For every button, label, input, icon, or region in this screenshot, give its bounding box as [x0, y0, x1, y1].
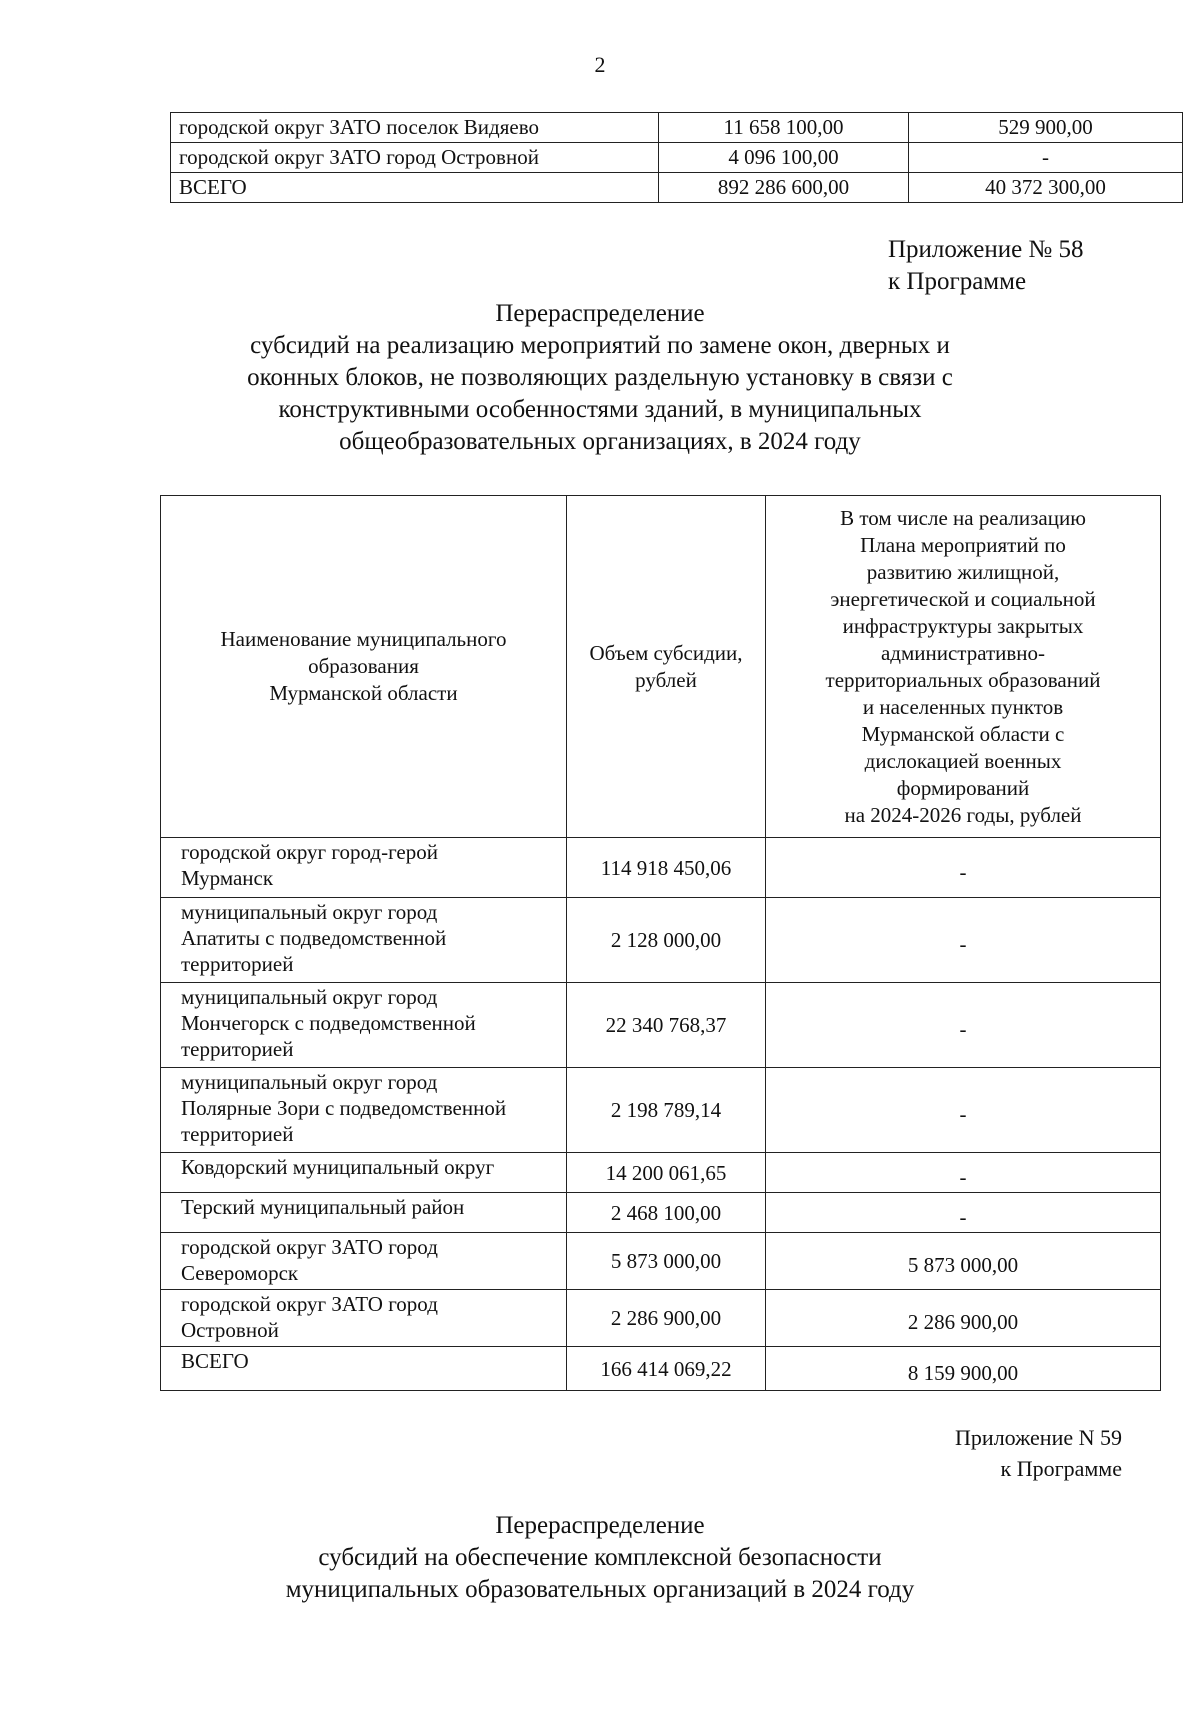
subsidy-amount: 22 340 768,37 [567, 983, 766, 1068]
name-line: Островной [181, 1318, 279, 1342]
heading-subtitle-line: оконных блоков, не позволяющих раздельную установку в связи с [247, 364, 953, 391]
header-line: Наименование муниципального [220, 627, 507, 651]
municipality-name [161, 1233, 567, 1290]
header-line: Плана мероприятий по [860, 532, 1066, 557]
municipality-name [161, 983, 567, 1068]
name-line: муниципальный округ город [181, 900, 438, 924]
appendix-59-number: Приложение N 59 [955, 1425, 1122, 1450]
total-subsidy-amount: 166 414 069,22 [567, 1347, 766, 1391]
plan-amount [766, 838, 1161, 898]
subsidy-amount: 4 096 100,00 [659, 143, 909, 173]
subsidy-amount: 2 128 000,00 [567, 898, 766, 983]
plan-value: 2 286 900,00 [907, 1310, 1019, 1334]
header-line: дислокацией военных [864, 748, 1062, 773]
name-line: Североморск [181, 1261, 299, 1285]
header-line: энергетической и социальной [830, 586, 1096, 611]
header-line: территориальных образований [825, 667, 1101, 692]
name-line: муниципальный округ город [181, 1070, 438, 1094]
name-line: Мончегорск с подведомственной [181, 1011, 476, 1035]
header-line: образования [308, 654, 419, 678]
plan-value: 5 873 000,00 [907, 1253, 1019, 1277]
subsidy-table [160, 495, 1161, 1391]
plan-amount [766, 1153, 1161, 1193]
municipality-name: городской округ ЗАТО город Островной [171, 143, 659, 173]
name-line: городской округ город-герой [181, 840, 438, 864]
header-line: Мурманской области [269, 681, 458, 705]
plan-amount [766, 1233, 1161, 1290]
name-line: Апатиты с подведомственной [181, 926, 447, 950]
plan-amount: 529 900,00 [909, 113, 1183, 143]
plan-amount [766, 1193, 1161, 1233]
plan-value: - [959, 859, 967, 884]
plan-value: - [959, 1017, 967, 1041]
name-line: городской округ ЗАТО город [181, 1292, 438, 1316]
municipality-name [161, 1068, 567, 1153]
header-municipality [161, 496, 567, 838]
table-total-row [171, 173, 1183, 203]
plan-value: 8 159 900,00 [907, 1360, 1019, 1385]
table-row [161, 1193, 1161, 1233]
heading-subtitle-line: общеобразовательных организациях, в 2024 году [339, 428, 861, 455]
heading-title: Перераспределение [495, 300, 705, 327]
heading-subtitle-line: субсидий на обеспечение комплексной безопасности [318, 1544, 882, 1571]
plan-value: - [959, 1102, 967, 1126]
header-line: на 2024-2026 годы, рублей [844, 802, 1082, 827]
table-row [161, 898, 1161, 983]
plan-amount: - [909, 143, 1183, 173]
header-line: Объем субсидии, [589, 640, 743, 665]
table-row [161, 838, 1161, 898]
header-line: и населенных пунктов [862, 694, 1064, 719]
subsidy-amount: 11 658 100,00 [659, 113, 909, 143]
total-label: ВСЕГО [171, 173, 659, 203]
header-line: административно- [880, 640, 1046, 665]
table-row [171, 143, 1183, 173]
plan-value: - [959, 1204, 967, 1229]
plan-value: - [959, 1164, 967, 1189]
plan-amount [766, 1290, 1161, 1347]
page-number: 2 [594, 52, 606, 77]
municipality-name [161, 898, 567, 983]
name-line: территорией [181, 952, 294, 976]
table-row [161, 983, 1161, 1068]
total-label [161, 1347, 567, 1391]
header-line: развитию жилищной, [866, 559, 1060, 584]
plan-amount [766, 1068, 1161, 1153]
appendix-59-heading [0, 1510, 1200, 1606]
heading-subtitle-line: конструктивными особенностями зданий, в муниципальных [278, 396, 922, 423]
appendix-59-label [955, 1422, 1122, 1484]
heading-subtitle-line: субсидий на реализацию мероприятий по замене окон, дверных и [250, 332, 950, 359]
total-plan-amount [766, 1347, 1161, 1391]
total-plan-amount: 40 372 300,00 [909, 173, 1183, 203]
appendix-59-program-label: к Программе [1000, 1456, 1122, 1481]
name-line: территорией [181, 1037, 294, 1061]
appendix-58-label: Приложение № 58 [888, 236, 1084, 263]
name-line: городской округ ЗАТО город [181, 1235, 438, 1259]
name-line: Ковдорский муниципальный округ [181, 1155, 495, 1179]
name-line: Полярные Зори с подведомственной [181, 1096, 507, 1120]
table-row [161, 1068, 1161, 1153]
appendix-58-heading [0, 298, 1200, 458]
total-subsidy-amount: 892 286 600,00 [659, 173, 909, 203]
subsidy-amount: 114 918 450,06 [567, 838, 766, 898]
header-line: рублей [635, 667, 697, 692]
municipality-name [161, 1193, 567, 1233]
name-line: Мурманск [181, 866, 274, 890]
table-row [161, 1290, 1161, 1347]
subsidy-amount: 5 873 000,00 [567, 1233, 766, 1290]
header-plan-share [766, 496, 1161, 838]
table-total-row [161, 1347, 1161, 1391]
municipality-name [161, 1153, 567, 1193]
subsidy-amount: 2 468 100,00 [567, 1193, 766, 1233]
continuation-table [170, 112, 1183, 203]
appendix-58-program-label: к Программе [888, 268, 1027, 295]
subsidy-amount: 2 198 789,14 [567, 1068, 766, 1153]
name-line: Терский муниципальный район [181, 1195, 465, 1219]
municipality-name [161, 838, 567, 898]
plan-amount [766, 983, 1161, 1068]
table-row [161, 1233, 1161, 1290]
heading-title: Перераспределение [495, 1512, 705, 1539]
header-line: Мурманской области с [861, 721, 1065, 746]
header-subsidy-volume [567, 496, 766, 838]
plan-value: - [959, 932, 967, 956]
table-row [161, 1153, 1161, 1193]
heading-subtitle-line: муниципальных образовательных организаций в 2024 году [285, 1576, 915, 1603]
municipality-name: городской округ ЗАТО поселок Видяево [171, 113, 659, 143]
table-header-row [161, 496, 1161, 838]
table-row [171, 113, 1183, 143]
header-line: В том числе на реализацию [840, 505, 1086, 530]
name-line: муниципальный округ город [181, 985, 438, 1009]
subsidy-amount: 2 286 900,00 [567, 1290, 766, 1347]
plan-amount [766, 898, 1161, 983]
subsidy-amount: 14 200 061,65 [567, 1153, 766, 1193]
name-line: территорией [181, 1122, 294, 1146]
municipality-name [161, 1290, 567, 1347]
header-line: инфраструктуры закрытых [842, 613, 1084, 638]
name-line: ВСЕГО [181, 1349, 249, 1373]
header-line: формирований [896, 775, 1030, 800]
